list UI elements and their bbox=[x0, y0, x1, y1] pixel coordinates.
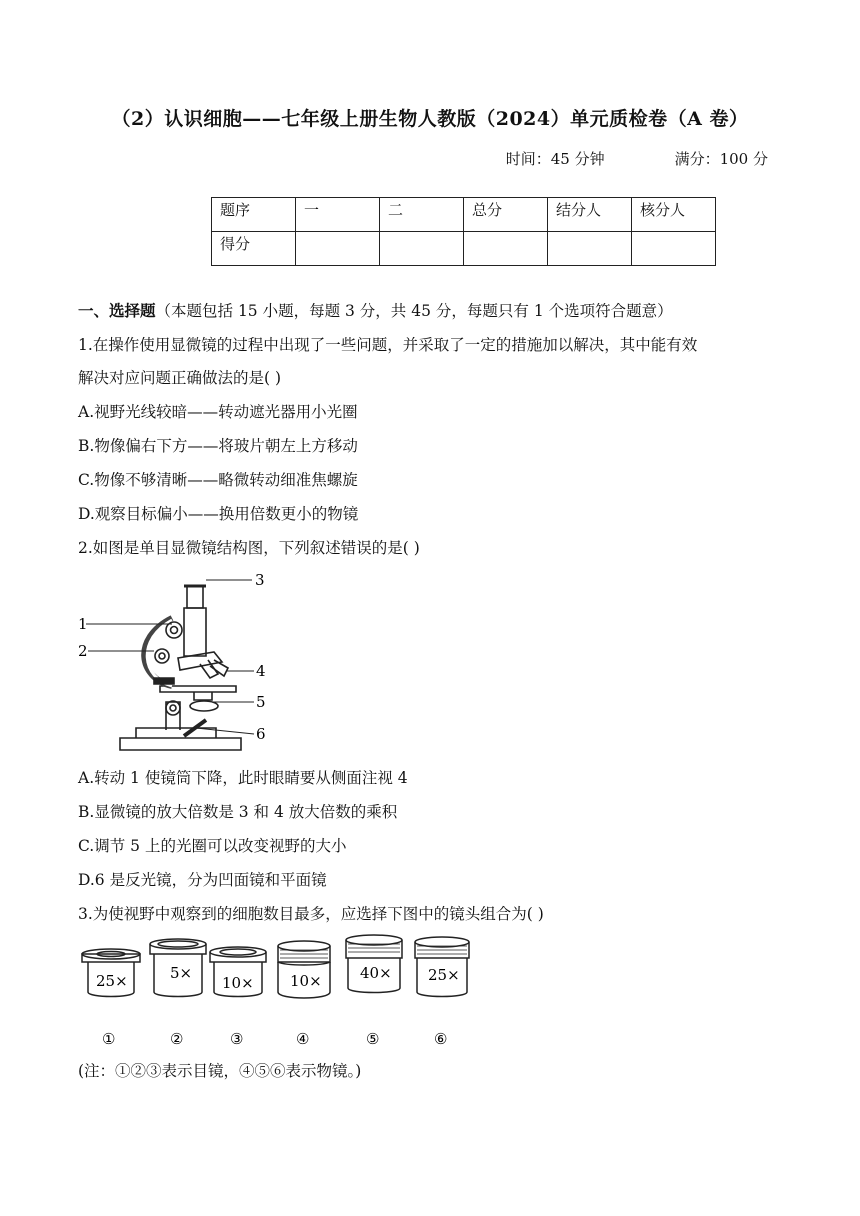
q3-stem: 3.为使视野中观察到的细胞数目最多，应选择下图中的镜头组合为( ) bbox=[78, 905, 544, 923]
lens-6-mag: 25× bbox=[428, 966, 460, 984]
q1-stem-line2: 解决对应问题正确做法的是( ) bbox=[78, 369, 282, 387]
q1-option-c: C.物像不够清晰——略微转动细准焦螺旋 bbox=[78, 471, 358, 489]
time-limit: 时间：45 分钟 bbox=[505, 150, 605, 168]
lens-figure bbox=[76, 934, 486, 1052]
full-score: 满分：100 分 bbox=[674, 150, 768, 168]
score-table-cell: 结分人 bbox=[548, 198, 632, 232]
q2-option-a: A.转动 1 使镜筒下降，此时眼睛要从侧面注视 4 bbox=[78, 769, 408, 787]
section-note: （本题包括 15 小题，每题 3 分，共 45 分，每题只有 1 个选项符合题意） bbox=[155, 302, 673, 320]
score-table-cell: 一 bbox=[296, 198, 380, 232]
score-table-score-row bbox=[212, 232, 716, 266]
lens-1-mag: 25× bbox=[96, 972, 128, 990]
score-table-header-row bbox=[212, 198, 716, 232]
figure-label-3: 3 bbox=[255, 571, 265, 589]
page-title: （2）认识细胞——七年级上册生物人教版（2024）单元质检卷（A 卷） bbox=[111, 108, 749, 130]
score-input-cell[interactable] bbox=[464, 232, 548, 266]
figure-label-1: 1 bbox=[78, 615, 88, 633]
q2-option-c: C.调节 5 上的光圈可以改变视野的大小 bbox=[78, 837, 347, 855]
q2-stem: 2.如图是单目显微镜结构图，下列叙述错误的是( ) bbox=[78, 539, 420, 557]
microscope-base bbox=[120, 738, 241, 750]
figure-label-2: 2 bbox=[78, 642, 88, 660]
q1-option-a: A.视野光线较暗——转动遮光器用小光圈 bbox=[78, 403, 358, 421]
lens-2-mag: 5× bbox=[170, 964, 193, 982]
q2-option-d: D.6 是反光镜，分为凹面镜和平面镜 bbox=[78, 871, 327, 889]
section-title: 一、选择题 bbox=[78, 301, 156, 320]
score-table-cell: 总分 bbox=[464, 198, 548, 232]
figure-label-5: 5 bbox=[256, 693, 266, 711]
score-table-cell: 题序 bbox=[212, 198, 296, 232]
score-table bbox=[211, 197, 716, 266]
lens-5-mag: 40× bbox=[360, 964, 392, 982]
score-table-row-label: 得分 bbox=[212, 232, 296, 266]
eyepiece bbox=[187, 586, 203, 608]
score-input-cell[interactable] bbox=[548, 232, 632, 266]
lens-2-number: ② bbox=[170, 1030, 184, 1048]
q1-option-d: D.观察目标偏小——换用倍数更小的物镜 bbox=[78, 505, 359, 523]
score-input-cell[interactable] bbox=[296, 232, 380, 266]
microscope-figure bbox=[76, 568, 276, 756]
figure-label-4: 4 bbox=[256, 662, 266, 680]
lens-3-mag: 10× bbox=[222, 974, 254, 992]
lens-5-number: ⑤ bbox=[366, 1030, 380, 1048]
q3-note: (注：①②③表示目镜，④⑤⑥表示物镜。) bbox=[78, 1062, 362, 1080]
lens-4-number: ④ bbox=[296, 1030, 310, 1048]
lens-6-number: ⑥ bbox=[434, 1030, 448, 1048]
score-input-cell[interactable] bbox=[380, 232, 464, 266]
score-input-cell[interactable] bbox=[632, 232, 716, 266]
q1-stem-line1: 1.在操作使用显微镜的过程中出现了一些问题，并采取了一定的措施加以解决，其中能有效 bbox=[78, 336, 698, 354]
lens-1-number: ① bbox=[102, 1030, 116, 1048]
lens-4-mag: 10× bbox=[290, 972, 322, 990]
score-table-cell: 核分人 bbox=[632, 198, 716, 232]
q1-option-b: B.物像偏右下方——将玻片朝左上方移动 bbox=[78, 437, 358, 455]
score-table-cell: 二 bbox=[380, 198, 464, 232]
section-heading bbox=[78, 300, 673, 322]
exam-meta bbox=[506, 148, 768, 169]
body-tube bbox=[184, 608, 206, 656]
lens-3-number: ③ bbox=[230, 1030, 244, 1048]
q2-option-b: B.显微镜的放大倍数是 3 和 4 放大倍数的乘积 bbox=[78, 803, 398, 821]
figure-label-6: 6 bbox=[256, 725, 266, 743]
